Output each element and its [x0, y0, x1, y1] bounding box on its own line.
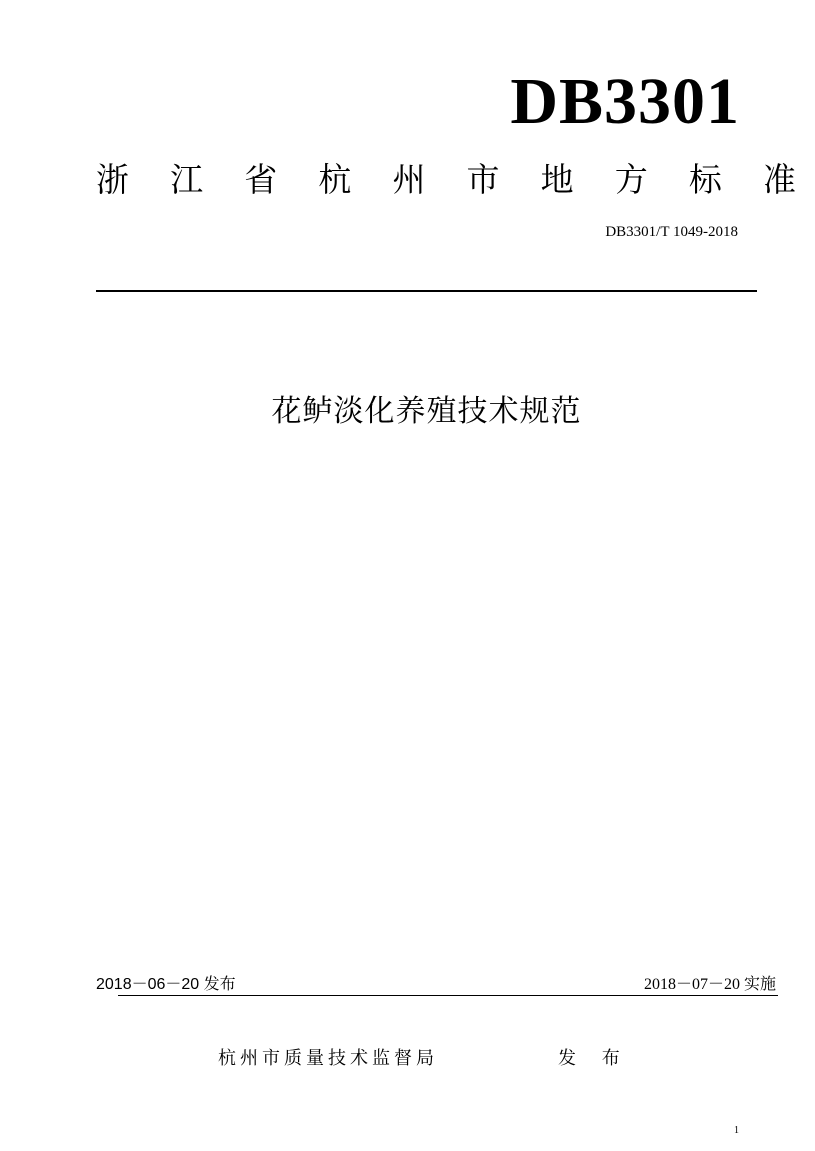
- standard-type-char: 地: [540, 160, 574, 199]
- document-title: 花鲈淡化养殖技术规范: [271, 394, 582, 429]
- standard-type-char: 江: [170, 160, 204, 199]
- standard-number: DB3301/T 1049-2018: [605, 224, 738, 240]
- standard-type-char: 标: [688, 160, 722, 199]
- standard-code: DB3301: [510, 65, 740, 138]
- dates-row: [96, 974, 776, 996]
- standard-type-char: 浙: [96, 160, 129, 199]
- bottom-divider: [118, 995, 778, 996]
- standard-type-char: 杭: [318, 160, 352, 199]
- standard-type-char: 省: [244, 160, 278, 199]
- page-number: 1: [734, 1125, 739, 1136]
- standard-type-char: 方: [614, 160, 648, 199]
- issue-label: 发 布: [558, 1048, 630, 1069]
- implement-date: 2018－07－20 实施: [643, 976, 776, 993]
- standard-type-char: 市: [466, 160, 500, 199]
- issuing-authority: 杭州市质量技术监督局: [218, 1048, 438, 1069]
- standard-type-char: 州: [392, 160, 426, 199]
- standard-type-char: 准: [762, 160, 796, 199]
- publish-date: 2018－06－20 发布: [96, 976, 236, 993]
- standard-type-heading: [96, 152, 796, 208]
- top-divider: [96, 290, 757, 292]
